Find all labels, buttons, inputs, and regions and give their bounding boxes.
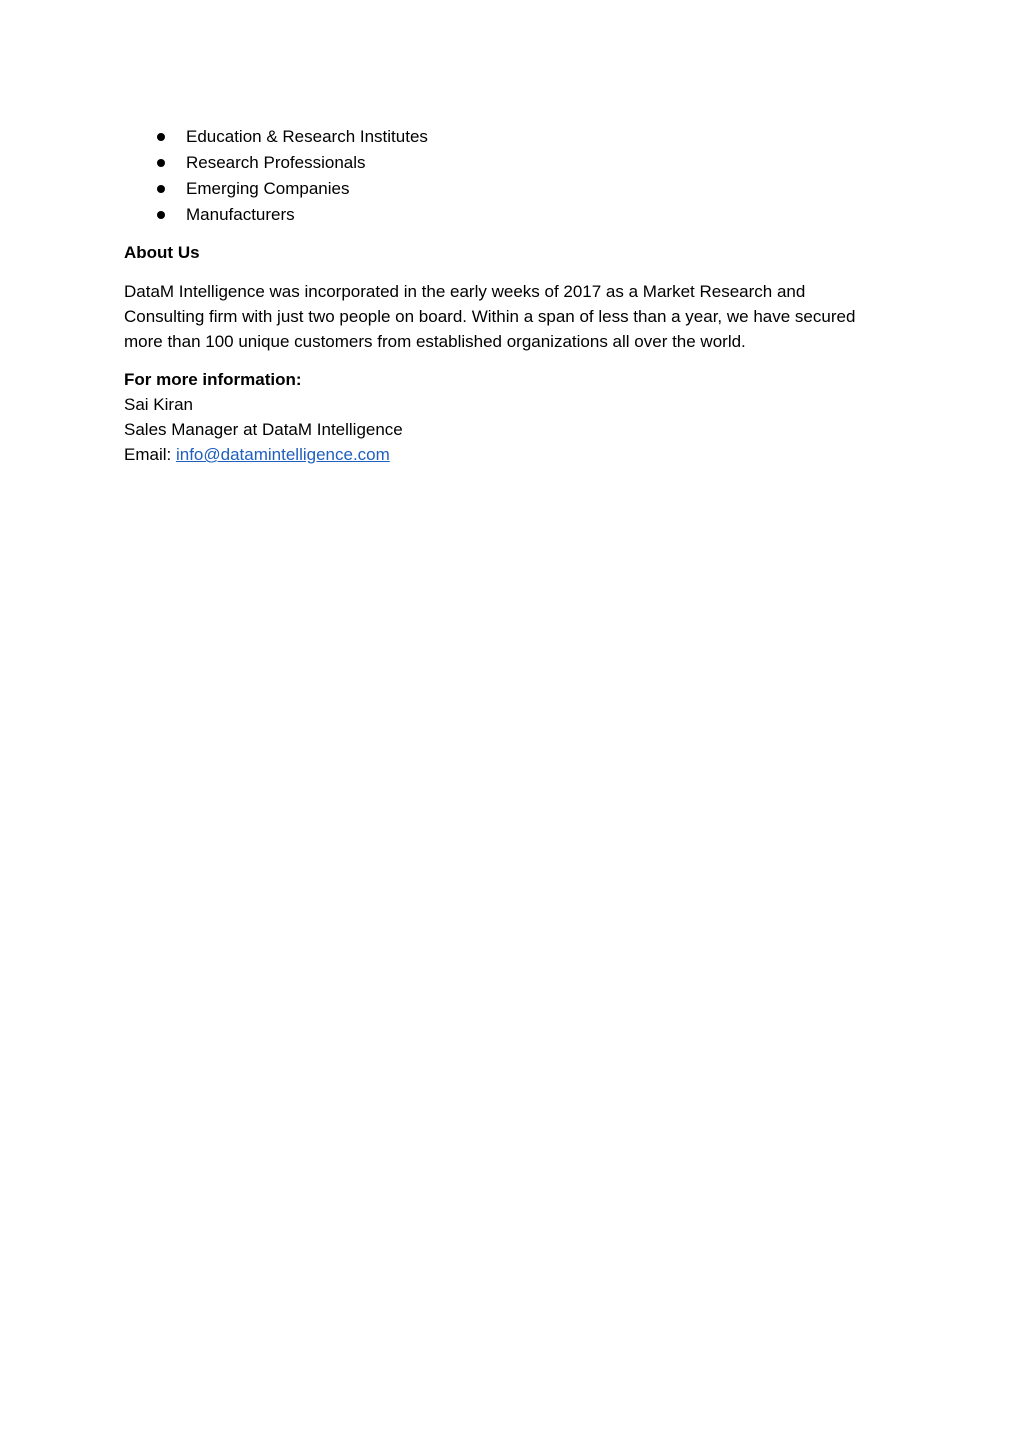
paragraph-line: Consulting firm with just two people on board. Within a span of less than a year, we have secured	[124, 307, 856, 326]
bullet-icon	[157, 211, 165, 219]
list-item	[124, 202, 428, 228]
contact-name: Sai Kiran	[124, 395, 193, 414]
paragraph-line: more than 100 unique customers from established organizations all over the world.	[124, 332, 746, 351]
bullet-icon	[157, 133, 165, 141]
bullet-icon	[157, 185, 165, 193]
paragraph-line: DataM Intelligence was incorporated in the early weeks of 2017 as a Market Research and	[124, 282, 806, 301]
list-item-text: Education & Research Institutes	[186, 127, 428, 146]
list-item-text: Emerging Companies	[186, 179, 350, 198]
list-item-text: Research Professionals	[186, 153, 366, 172]
list-item	[124, 176, 428, 202]
list-item	[124, 124, 428, 150]
bullet-icon	[157, 159, 165, 167]
email-link[interactable]: info@datamintelligence.com	[175, 445, 390, 464]
list-item	[124, 150, 428, 176]
list-item-text: Manufacturers	[186, 205, 295, 224]
contact-email-line	[124, 442, 403, 467]
contact-role: Sales Manager at DataM Intelligence	[124, 420, 403, 439]
email-label: Email:	[124, 445, 172, 464]
contact-block	[124, 392, 403, 467]
about-heading: About Us	[124, 243, 200, 262]
more-info-heading: For more information:	[124, 370, 302, 389]
about-paragraph	[124, 279, 884, 354]
bullet-list	[124, 124, 428, 228]
